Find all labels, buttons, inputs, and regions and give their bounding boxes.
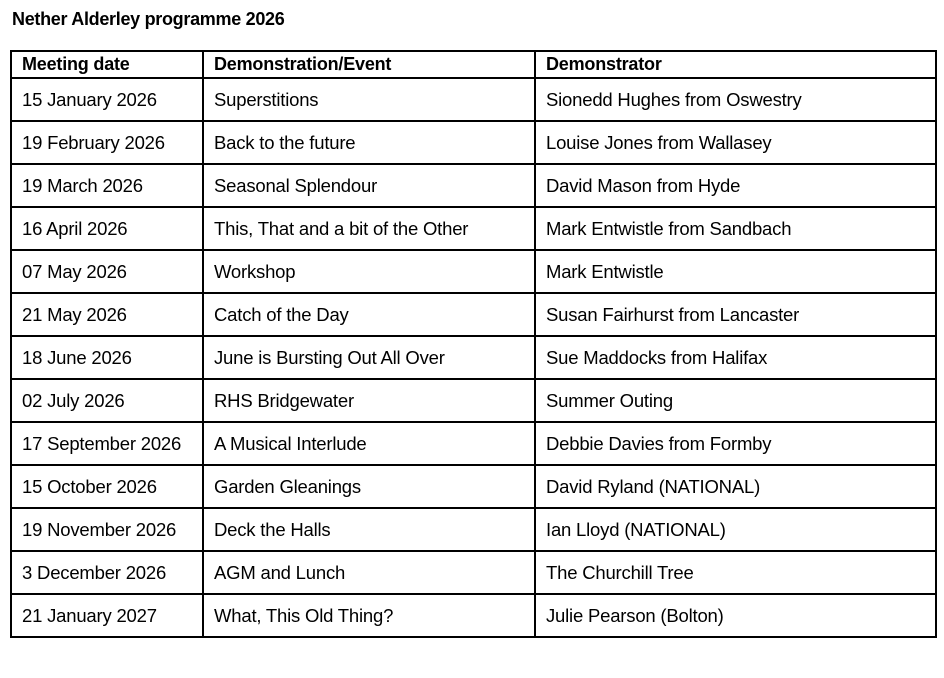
header-demonstration-event: Demonstration/Event <box>203 51 535 78</box>
meeting-date-cell: 18 June 2026 <box>11 336 203 379</box>
meeting-date-cell: 07 May 2026 <box>11 250 203 293</box>
event-cell: A Musical Interlude <box>203 422 535 465</box>
table-row <box>11 422 936 465</box>
header-demonstrator: Demonstrator <box>535 51 936 78</box>
event-cell: Superstitions <box>203 78 535 121</box>
event-cell: Garden Gleanings <box>203 465 535 508</box>
table-row <box>11 551 936 594</box>
table-row <box>11 250 936 293</box>
table-row <box>11 594 936 637</box>
demonstrator-cell: Mark Entwistle from Sandbach <box>535 207 936 250</box>
document-title: Nether Alderley programme 2026 <box>12 9 285 29</box>
demonstrator-cell: Julie Pearson (Bolton) <box>535 594 936 637</box>
table-row <box>11 207 936 250</box>
demonstrator-cell: Louise Jones from Wallasey <box>535 121 936 164</box>
table-row <box>11 121 936 164</box>
table-row <box>11 78 936 121</box>
meeting-date-cell: 21 May 2026 <box>11 293 203 336</box>
meeting-date-cell: 19 March 2026 <box>11 164 203 207</box>
demonstrator-cell: David Mason from Hyde <box>535 164 936 207</box>
event-cell: Back to the future <box>203 121 535 164</box>
meeting-date-cell: 16 April 2026 <box>11 207 203 250</box>
meeting-date-cell: 02 July 2026 <box>11 379 203 422</box>
event-cell: Workshop <box>203 250 535 293</box>
meeting-date-cell: 19 November 2026 <box>11 508 203 551</box>
event-cell: Deck the Halls <box>203 508 535 551</box>
header-meeting-date: Meeting date <box>11 51 203 78</box>
table-row <box>11 465 936 508</box>
table-row <box>11 336 936 379</box>
table-row <box>11 164 936 207</box>
event-cell: Catch of the Day <box>203 293 535 336</box>
event-cell: June is Bursting Out All Over <box>203 336 535 379</box>
demonstrator-cell: Ian Lloyd (NATIONAL) <box>535 508 936 551</box>
table-row <box>11 508 936 551</box>
demonstrator-cell: Sue Maddocks from Halifax <box>535 336 936 379</box>
event-cell: This, That and a bit of the Other <box>203 207 535 250</box>
meeting-date-cell: 15 October 2026 <box>11 465 203 508</box>
demonstrator-cell: Debbie Davies from Formby <box>535 422 936 465</box>
demonstrator-cell: David Ryland (NATIONAL) <box>535 465 936 508</box>
demonstrator-cell: Summer Outing <box>535 379 936 422</box>
table-row <box>11 293 936 336</box>
demonstrator-cell: Mark Entwistle <box>535 250 936 293</box>
meeting-date-cell: 19 February 2026 <box>11 121 203 164</box>
demonstrator-cell: Sionedd Hughes from Oswestry <box>535 78 936 121</box>
event-cell: AGM and Lunch <box>203 551 535 594</box>
event-cell: Seasonal Splendour <box>203 164 535 207</box>
table-header-row <box>11 51 936 78</box>
demonstrator-cell: Susan Fairhurst from Lancaster <box>535 293 936 336</box>
meeting-date-cell: 21 January 2027 <box>11 594 203 637</box>
demonstrator-cell: The Churchill Tree <box>535 551 936 594</box>
event-cell: What, This Old Thing? <box>203 594 535 637</box>
programme-table <box>10 50 937 638</box>
meeting-date-cell: 15 January 2026 <box>11 78 203 121</box>
table-row <box>11 379 936 422</box>
event-cell: RHS Bridgewater <box>203 379 535 422</box>
meeting-date-cell: 17 September 2026 <box>11 422 203 465</box>
meeting-date-cell: 3 December 2026 <box>11 551 203 594</box>
